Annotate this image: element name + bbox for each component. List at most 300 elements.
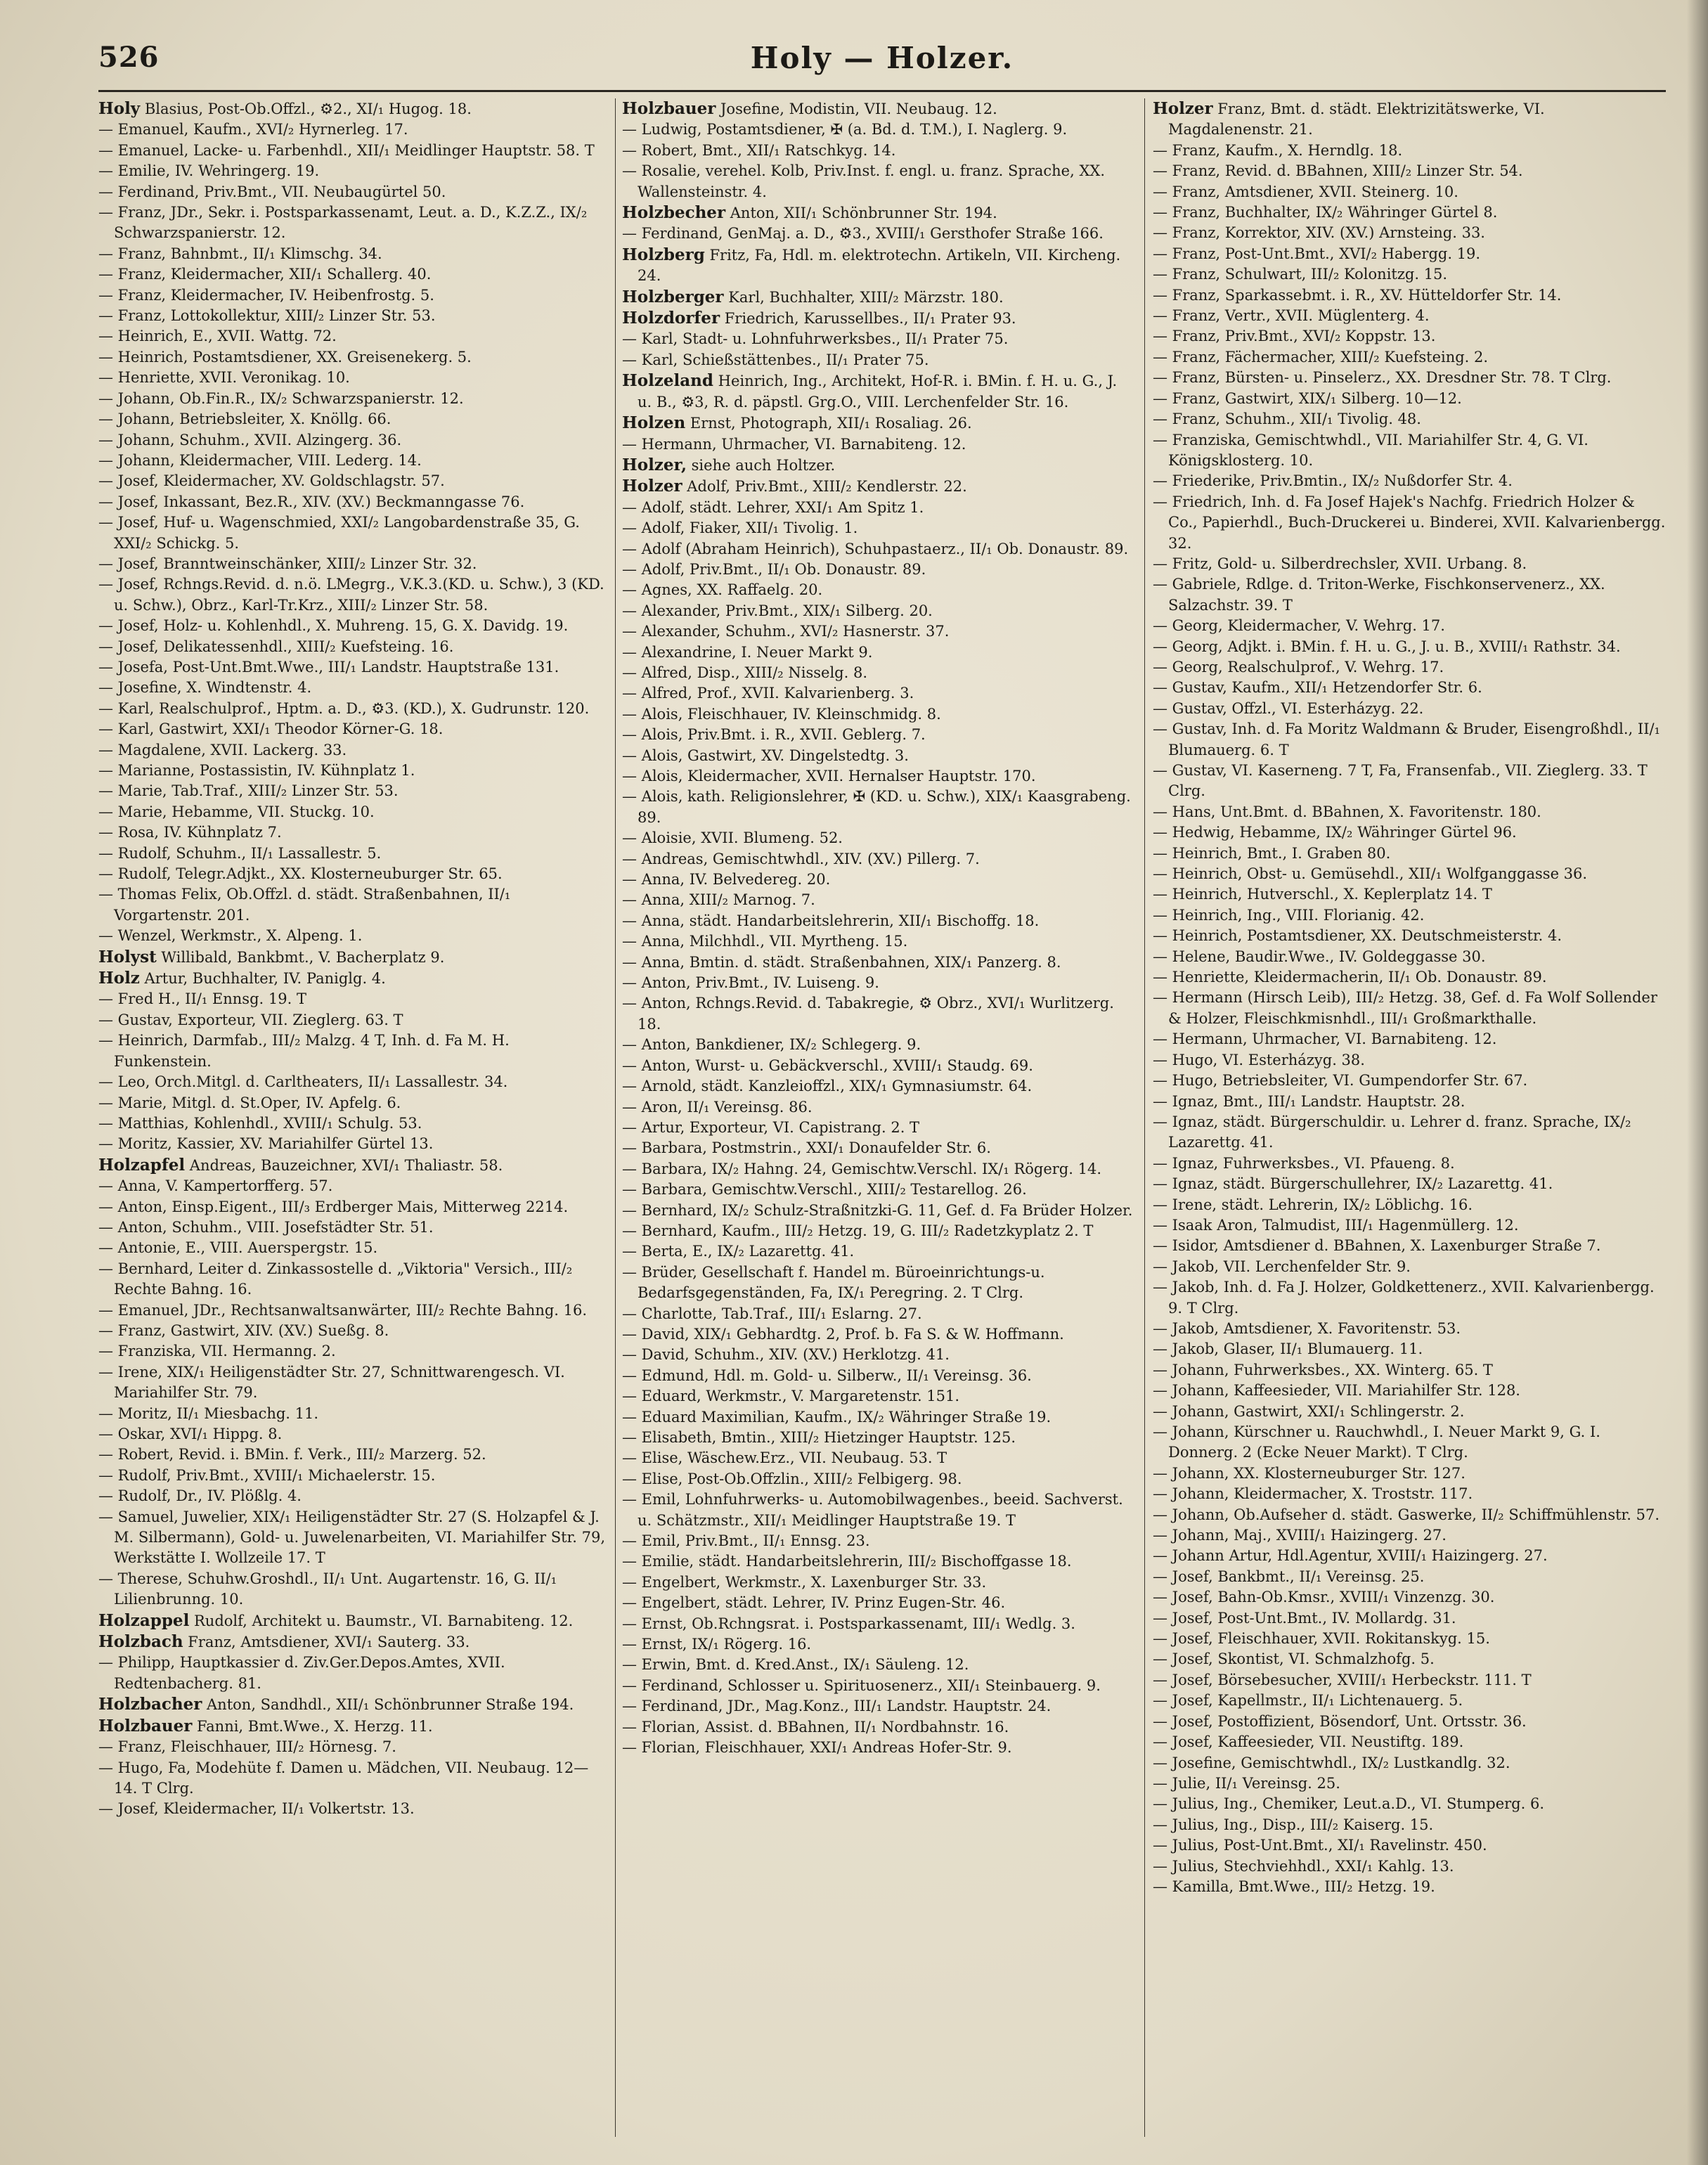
surname-heading: Holzbauer [622, 99, 716, 118]
directory-entry [622, 98, 1135, 119]
header-rule [98, 90, 1666, 92]
entry-text: Friedrich, Karussellbes., II/₁ Prater 93. [720, 310, 1016, 328]
entry-text: — Rudolf, Telegr.Adjkt., XX. Klosterneuburger Str. 65. [98, 865, 503, 883]
directory-entry [98, 699, 608, 719]
entry-text: — Andreas, Gemischtwhdl., XIV. (XV.) Pillerg. 7. [622, 850, 980, 867]
surname-heading: Holzdorfer [622, 309, 720, 328]
entry-text: — Alfred, Prof., XVII. Kalvarienberg. 3. [622, 685, 914, 702]
directory-entry [1153, 1877, 1666, 1897]
entry-text: — Anna, XIII/₂ Marnog. 7. [622, 891, 815, 909]
page-header [98, 41, 1666, 83]
entry-text: — Rudolf, Priv.Bmt., XVIII/₁ Michaelerstr. 15. [98, 1466, 436, 1484]
directory-entry [1153, 1112, 1666, 1153]
directory-entry [622, 1366, 1135, 1386]
directory-entry [622, 890, 1135, 910]
directory-entry [1153, 1732, 1666, 1752]
surname-heading: Holyst [98, 947, 157, 967]
directory-entry [98, 182, 608, 202]
directory-entry [1153, 264, 1666, 285]
directory-entry [622, 1159, 1135, 1180]
entry-text: — Eduard Maximilian, Kaufm., IX/₂ Währinger Straße 19. [622, 1408, 1052, 1426]
entry-text: — Ernst, Ob.Rchngsrat. i. Postsparkassenamt, III/₁ Wedlg. 3. [622, 1615, 1075, 1632]
directory-entry [622, 1221, 1135, 1241]
entry-text: — Franz, Kleidermacher, IV. Heibenfrostg. 5. [98, 286, 434, 304]
entry-text: Anton, XII/₁ Schönbrunner Str. 194. [725, 205, 997, 222]
entry-text: — Josef, Holz- u. Kohlenhdl., X. Muhreng. 15, G. X. Davidg. 19. [98, 617, 569, 635]
directory-entry [622, 993, 1135, 1035]
directory-entry [622, 1241, 1135, 1262]
entry-text: — Fred H., II/₁ Ennsg. 19. T [98, 990, 306, 1008]
directory-entry [1153, 1670, 1666, 1691]
directory-entry [1153, 1422, 1666, 1463]
directory-entry [622, 1386, 1135, 1407]
entry-text: — Anna, städt. Handarbeitslehrerin, XII/₁ Bischoffg. 18. [622, 912, 1040, 929]
directory-entry [1153, 1092, 1666, 1112]
directory-entry [622, 476, 1135, 497]
entry-text: — Alois, Kleidermacher, XVII. Hernalser Hauptstr. 170. [622, 768, 1036, 784]
entry-text: Ernst, Photograph, XII/₁ Rosaliag. 26. [685, 415, 972, 432]
entry-text: — Adolf, Priv.Bmt., II/₁ Ob. Donaustr. 89. [622, 560, 926, 578]
entry-text: — Engelbert, städt. Lehrer, IV. Prinz Eugen-Str. 46. [622, 1594, 1006, 1612]
entry-text: — Ferdinand, JDr., Mag.Konz., III/₁ Landstr. Hauptstr. 24. [622, 1698, 1052, 1715]
directory-entry [622, 870, 1135, 890]
entry-text: — Heinrich, Bmt., I. Graben 80. [1153, 844, 1391, 862]
directory-entry [98, 306, 608, 326]
directory-entry [1153, 1050, 1666, 1071]
entry-text: — Rudolf, Dr., IV. Plößlg. 4. [98, 1487, 302, 1505]
directory-entry [1153, 1215, 1666, 1236]
entry-text: — Franz, Vertr., XVII. Müglenterg. 4. [1153, 307, 1430, 325]
entry-text: — Bernhard, Leiter d. Zinkassostelle d. „Viktoria" Versich., III/₂ Rechte Bahng. 16. [98, 1260, 573, 1298]
directory-entry [622, 849, 1135, 870]
directory-entry [622, 642, 1135, 663]
entry-text: — Elisabeth, Bmtin., XIII/₂ Hietzinger Hauptstr. 125. [622, 1429, 1016, 1446]
entry-text: — David, XIX/₁ Gebhardtg. 2, Prof. b. Fa S. & W. Hoffmann. [622, 1325, 1064, 1343]
directory-entry [1153, 719, 1666, 761]
entry-text: — Jakob, VII. Lerchenfelder Str. 9. [1153, 1258, 1411, 1275]
column-divider [1144, 98, 1145, 2137]
directory-entry [98, 802, 608, 822]
directory-entry [98, 616, 608, 636]
entry-text: — Johann, Schuhm., XVII. Alzingerg. 36. [98, 431, 402, 448]
directory-entry [622, 455, 1135, 476]
directory-entry [98, 1737, 608, 1757]
entry-text: — Karl, Schießstättenbes., II/₁ Prater 75. [622, 351, 929, 368]
entry-text: — Emanuel, JDr., Rechtsanwaltsanwärter, III/₂ Rechte Bahng. 16. [98, 1301, 588, 1319]
entry-text: — Emilie, IV. Wehringerg. 19. [98, 162, 320, 180]
entry-text: — Aloisie, XVII. Blumeng. 52. [622, 829, 843, 847]
entry-text: — Engelbert, Werkmstr., X. Laxenburger Str. 33. [622, 1573, 987, 1591]
directory-entry [98, 1010, 608, 1030]
entry-text: — Elise, Wäschew.Erz., VII. Neubaug. 53. T [622, 1449, 947, 1467]
directory-entry [98, 1093, 608, 1113]
entry-text: — Samuel, Juwelier, XIX/₁ Heiligenstädter Str. 27 (S. Holzapfel & J. M. Silbermann), Gold- u. Juwelenarbeiten, VI. Mariahilfer Str. 79, Werkstätte I. Wollzeile 17. T [98, 1508, 606, 1567]
directory-entry [622, 973, 1135, 993]
entry-text: — Marie, Mitgl. d. St.Oper, IV. Apfelg. 6. [98, 1094, 401, 1111]
entry-text: — Josef, Kleidermacher, II/₁ Volkertstr. 13. [98, 1800, 415, 1818]
directory-entry [98, 1030, 608, 1072]
entry-text: — Julie, II/₁ Vereinsg. 25. [1153, 1774, 1340, 1792]
directory-entry [98, 989, 608, 1009]
entry-text: — Kamilla, Bmt.Wwe., III/₂ Hetzg. 19. [1153, 1878, 1435, 1895]
entry-text: — Hermann (Hirsch Leib), III/₂ Hetzg. 38, Gef. d. Fa Wolf Sollender & Holzer, Fleischkmisnhdl., III/₁ Großmarkthalle. [1153, 989, 1657, 1027]
entry-text: — Aron, II/₁ Vereinsg. 86. [622, 1098, 813, 1116]
entry-text: — Karl, Realschulprof., Hptm. a. D., ⚙3. (KD.), X. Gudrunstr. 120. [98, 699, 590, 717]
directory-entry [1153, 574, 1666, 616]
directory-entry [1153, 1505, 1666, 1525]
entry-text: — Georg, Adjkt. i. BMin. f. H. u. G., J. u. B., XVIII/₁ Rathstr. 34. [1153, 638, 1621, 655]
entry-text: — Johann, Ob.Fin.R., IX/₂ Schwarzspanierstr. 12. [98, 389, 464, 407]
entry-text: — Hermann, Uhrmacher, VI. Barnabiteng. 12. [1153, 1030, 1497, 1048]
entry-text: — Johann, Ob.Aufseher d. städt. Gaswerke, II/₂ Schiffmühlenstr. 57. [1153, 1506, 1660, 1523]
directory-entry [622, 704, 1135, 725]
directory-entry [1153, 1794, 1666, 1814]
directory-entry [622, 413, 1135, 434]
entry-text: — Josef, Huf- u. Wagenschmied, XXI/₂ Langobardenstraße 35, G. XXI/₂ Schickg. 5. [98, 514, 580, 552]
entry-text: — Adolf (Abraham Heinrich), Schuhpastaerz., II/₁ Ob. Donaustr. 89. [622, 540, 1129, 557]
directory-entry [1153, 616, 1666, 636]
directory-entry [98, 1072, 608, 1092]
directory-entry [622, 601, 1135, 621]
directory-entry [98, 864, 608, 884]
directory-entry [1153, 347, 1666, 368]
directory-entry [98, 1155, 608, 1176]
entry-text: — Alexander, Priv.Bmt., XIX/₁ Silberg. 20. [622, 602, 933, 619]
entry-text: — Hermann, Uhrmacher, VI. Barnabiteng. 12. [622, 435, 966, 453]
entry-text: — Johann, Maj., XVIII/₁ Haizingerg. 27. [1153, 1527, 1447, 1544]
directory-entry [98, 1466, 608, 1486]
entry-text: — Alois, Fleischhauer, IV. Kleinschmidg. 8. [622, 705, 941, 723]
directory-entry [622, 1676, 1135, 1696]
entry-text: — Josefine, X. Windtenstr. 4. [98, 679, 312, 697]
directory-entry [622, 931, 1135, 952]
entry-text: — Eduard, Werkmstr., V. Margaretenstr. 151. [622, 1388, 960, 1405]
entry-text: — Franz, Priv.Bmt., XVI/₂ Koppstr. 13. [1153, 328, 1436, 345]
entry-text: — Hans, Unt.Bmt. d. BBahnen, X. Favoritenstr. 180. [1153, 803, 1541, 820]
entry-text: — Franz, Sparkassebmt. i. R., XV. Hütteldorfer Str. 14. [1153, 286, 1562, 304]
directory-entry [1153, 1815, 1666, 1835]
entry-text: — Robert, Bmt., XII/₁ Ratschkyg. 14. [622, 141, 896, 159]
entry-text: — Josef, Kaffeesieder, VII. Neustiftg. 189. [1153, 1733, 1464, 1751]
entry-text: — David, Schuhm., XIV. (XV.) Herklotzg. 41. [622, 1346, 950, 1364]
directory-entry [98, 451, 608, 471]
directory-entry [622, 370, 1135, 413]
entry-text: — Magdalene, XVII. Lackerg. 33. [98, 741, 347, 758]
entry-text: — Johann Artur, Hdl.Agentur, XVIII/₁ Haizingerg. 27. [1153, 1547, 1548, 1565]
directory-entry [622, 683, 1135, 704]
directory-entry [1153, 1712, 1666, 1732]
directory-entry [1153, 1484, 1666, 1504]
directory-entry [622, 1717, 1135, 1738]
entry-text: — Emil, Priv.Bmt., II/₁ Ennsg. 23. [622, 1532, 870, 1550]
entry-text: — Brüder, Gesellschaft f. Handel m. Büroeinrichtungs-u. Bedarfsgegenständen, Fa, IX/₁ Peregring. 2. T Clrg. [622, 1263, 1045, 1302]
entry-text: — Henriette, XVII. Veronikag. 10. [98, 369, 350, 387]
surname-heading: Holzeland [622, 371, 713, 391]
entry-text: — Josefa, Post-Unt.Bmt.Wwe., III/₁ Landstr. Hauptstraße 131. [98, 658, 559, 676]
directory-entry [1153, 988, 1666, 1029]
directory-entry [1153, 161, 1666, 181]
directory-entry [98, 637, 608, 657]
directory-entry [622, 287, 1135, 308]
entry-text: — Ludwig, Postamtsdiener, ✠ (a. Bd. d. T.M.), I. Naglerg. 9. [622, 121, 1068, 138]
directory-entry [622, 1324, 1135, 1345]
directory-entry [98, 781, 608, 801]
entry-text: — Josef, Rchngs.Revid. d. n.ö. LMegrg., V.K.3.(KD. u. Schw.), 3 (KD. u. Schw.), Obrz., Karl-Tr.Krz., XIII/₂ Linzer Str. 58. [98, 576, 604, 614]
directory-entry [1153, 1277, 1666, 1319]
entry-text: — Fritz, Gold- u. Silberdrechsler, XVII. Urbang. 8. [1153, 555, 1527, 572]
entry-text: — Josef, Fleischhauer, XVII. Rokitanskyg. 15. [1153, 1630, 1490, 1648]
directory-entry [1153, 368, 1666, 388]
entry-text: — Georg, Kleidermacher, V. Wehrg. 17. [1153, 617, 1445, 635]
entry-text: — Anton, Einsp.Eigent., III/₃ Erdberger Mais, Mitterweg 2214. [98, 1198, 569, 1215]
entry-text: — Josef, Bahn-Ob.Kmsr., XVIII/₁ Vinzenzg. 30. [1153, 1589, 1495, 1606]
directory-entry [622, 787, 1135, 828]
directory-entry [622, 1614, 1135, 1634]
entry-text: — Philipp, Hauptkassier d. Ziv.Ger.Depos.Amtes, XVII. Redtenbacherg. 81. [98, 1654, 505, 1692]
directory-entry [98, 347, 608, 368]
entry-text: — Ignaz, städt. Bürgerschullehrer, IX/₂ Lazarettg. 41. [1153, 1175, 1553, 1193]
directory-entry [622, 1118, 1135, 1138]
directory-entry [1153, 1339, 1666, 1359]
entry-text: — Julius, Post-Unt.Bmt., XI/₁ Ravelinstr. 450. [1153, 1837, 1487, 1854]
directory-entry [98, 492, 608, 512]
directory-entry [98, 430, 608, 451]
entry-text: — Charlotte, Tab.Traf., III/₁ Eslarng. 27. [622, 1305, 922, 1322]
entry-text: Fanni, Bmt.Wwe., X. Herzg. 11. [192, 1717, 433, 1735]
entry-text: — Friederike, Priv.Bmtin., IX/₂ Nußdorfer Str. 4. [1153, 472, 1513, 490]
entry-text: — Erwin, Bmt. d. Kred.Anst., IX/₁ Säuleng. 12. [622, 1656, 969, 1674]
page-number: 526 [98, 41, 160, 74]
directory-entry [622, 1407, 1135, 1428]
directory-entry [1153, 430, 1666, 472]
entry-text: — Hedwig, Hebamme, IX/₂ Währinger Gürtel 96. [1153, 824, 1517, 841]
entry-text: — Florian, Assist. d. BBahnen, II/₁ Nordbahnstr. 16. [622, 1718, 1009, 1736]
directory-entry [98, 264, 608, 285]
directory-entry [1153, 1195, 1666, 1215]
entry-text: — Julius, Stechviehhdl., XXI/₁ Kahlg. 13. [1153, 1857, 1454, 1875]
directory-entry [622, 518, 1135, 538]
directory-entry [1153, 1236, 1666, 1256]
entry-text: — Ignaz, städt. Bürgerschuldir. u. Lehrer d. franz. Sprache, IX/₂ Lazarettg. 41. [1153, 1113, 1631, 1151]
surname-heading: Holzer [1153, 99, 1213, 118]
directory-entry [1153, 1174, 1666, 1194]
entry-text: — Anna, Milchhdl., VII. Myrtheng. 15. [622, 933, 908, 950]
directory-entry [98, 389, 608, 409]
entry-text: Willibald, Bankbmt., V. Bacherplatz 9. [156, 948, 445, 966]
directory-entry [1153, 389, 1666, 409]
directory-entry [98, 844, 608, 864]
entry-text: — Josef, Branntweinschänker, XIII/₂ Linzer Str. 32. [98, 555, 477, 572]
directory-entry [98, 947, 608, 968]
directory-entry [98, 1300, 608, 1321]
directory-entry [98, 1321, 608, 1341]
directory-entry [1153, 905, 1666, 926]
directory-entry [98, 678, 608, 698]
entry-text: — Alois, Gastwirt, XV. Dingelstedtg. 3. [622, 747, 909, 764]
entry-text: Andreas, Bauzeichner, XVI/₁ Thaliastr. 58. [185, 1156, 503, 1174]
directory-entry [1153, 306, 1666, 326]
entry-text: — Berta, E., IX/₂ Lazarettg. 41. [622, 1243, 855, 1260]
entry-text: Adolf, Priv.Bmt., XIII/₂ Kendlerstr. 22. [682, 478, 967, 496]
directory-entry [98, 161, 608, 181]
directory-entry [1153, 1567, 1666, 1587]
directory-entry [622, 1469, 1135, 1489]
directory-entry [98, 1569, 608, 1610]
entry-text: — Franz, Kleidermacher, XII/₁ Schallerg. 40. [98, 266, 432, 283]
directory-entry [98, 512, 608, 554]
directory-entry [98, 1217, 608, 1238]
entry-text: Franz, Bmt. d. städt. Elektrizitätswerke, VI. Magdalenenstr. 21. [1168, 101, 1545, 138]
entry-text: — Heinrich, Postamtsdiener, XX. Greisenekerg. 5. [98, 348, 472, 366]
directory-entry [98, 119, 608, 140]
entry-text: — Josef, Delikatessenhdl., XIII/₂ Kuefsteing. 16. [98, 638, 454, 655]
entry-text: — Jakob, Amtsdiener, X. Favoritenstr. 53. [1153, 1319, 1461, 1337]
entry-text: — Franz, Lottokollektur, XIII/₂ Linzer Str. 53. [98, 307, 436, 325]
entry-text: — Josef, Post-Unt.Bmt., IV. Mollardg. 31. [1153, 1609, 1456, 1627]
directory-entry [622, 245, 1135, 287]
entry-text: — Heinrich, Darmfab., III/₂ Malzg. 4 T, Inh. d. Fa M. H. Funkenstein. [98, 1032, 510, 1070]
directory-entry [1153, 1029, 1666, 1049]
entry-text: — Josef, Börsebesucher, XVIII/₁ Herbeckstr. 111. T [1153, 1671, 1532, 1688]
entry-text: — Ferdinand, Schlosser u. Spirituosenerz., XII/₁ Steinbauerg. 9. [622, 1676, 1101, 1694]
surname-heading: Holy [98, 99, 141, 118]
entry-text: — Arnold, städt. Kanzleioffzl., XIX/₁ Gymnasiumstr. 64. [622, 1078, 1033, 1095]
directory-entry [622, 828, 1135, 848]
directory-entry [622, 1634, 1135, 1655]
entry-text: — Rudolf, Schuhm., II/₁ Lassallestr. 5. [98, 844, 382, 862]
directory-entry [98, 884, 608, 926]
directory-entry [622, 202, 1135, 224]
entry-text: — Rosa, IV. Kühnplatz 7. [98, 824, 282, 841]
directory-entry [1153, 844, 1666, 864]
column-2 [622, 98, 1135, 2137]
directory-entry [622, 1035, 1135, 1055]
entry-text: — Gustav, Kaufm., XII/₁ Hetzendorfer Str. 6. [1153, 679, 1482, 697]
entry-text: — Barbara, Postmstrin., XXI/₁ Donaufelder Str. 6. [622, 1139, 991, 1157]
directory-entry [1153, 1525, 1666, 1546]
entry-text: — Adolf, städt. Lehrer, XXI/₁ Am Spitz 1. [622, 498, 924, 516]
directory-entry [622, 1056, 1135, 1076]
entry-text: — Alois, Priv.Bmt. i. R., XVII. Geblerg. 7. [622, 726, 926, 744]
entry-text: — Franz, Korrektor, XIV. (XV.) Arnsteing. 33. [1153, 224, 1485, 242]
entry-text: — Artur, Exporteur, VI. Capistrang. 2. T [622, 1118, 920, 1136]
directory-entry [1153, 1319, 1666, 1339]
entry-text: — Emanuel, Kaufm., XVI/₂ Hyrnerleg. 17. [98, 121, 408, 138]
entry-text: — Barbara, Gemischtw.Verschl., XIII/₂ Testarellog. 26. [622, 1181, 1027, 1198]
entry-text: — Gustav, Exporteur, VII. Zieglerg. 63. T [98, 1011, 403, 1028]
directory-entry [1153, 1587, 1666, 1608]
entry-text: — Franz, Post-Unt.Bmt., XVI/₂ Habergg. 19. [1153, 245, 1481, 262]
directory-entry [622, 1738, 1135, 1758]
directory-entry [622, 224, 1135, 244]
entry-text: — Ignaz, Fuhrwerksbes., VI. Pfaueng. 8. [1153, 1154, 1455, 1172]
entry-text: — Anna, V. Kampertorfferg. 57. [98, 1177, 333, 1195]
directory-entry [1153, 884, 1666, 905]
directory-entry [1153, 1691, 1666, 1711]
directory-entry [98, 1404, 608, 1424]
directory-entry [622, 1097, 1135, 1118]
entry-text: — Irene, städt. Lehrerin, IX/₂ Löblichg. 16. [1153, 1196, 1473, 1213]
directory-entry [1153, 554, 1666, 574]
entry-text: — Gustav, Inh. d. Fa Moritz Waldmann & Bruder, Eisengroßhdl., II/₁ Blumauerg. 6. T [1153, 720, 1660, 758]
directory-entry [98, 574, 608, 616]
directory-entry [1153, 1071, 1666, 1091]
entry-text: — Isidor, Amtsdiener d. BBahnen, X. Laxenburger Straße 7. [1153, 1237, 1601, 1255]
directory-entry [622, 119, 1135, 140]
directory-entry [98, 1653, 608, 1694]
entry-text: — Hugo, Fa, Modehüte f. Damen u. Mädchen, VII. Neubaug. 12—14. T Clrg. [98, 1759, 589, 1797]
directory-entry [98, 968, 608, 989]
entry-text: — Gustav, VI. Kaserneng. 7 T, Fa, Fransenfab., VII. Zieglerg. 33. T Clrg. [1153, 762, 1648, 800]
entry-text: — Jakob, Inh. d. Fa J. Holzer, Goldkettenerz., XVII. Kalvarienbergg. 9. T Clrg. [1153, 1279, 1655, 1317]
entry-text: — Agnes, XX. Raffaelg. 20. [622, 581, 823, 599]
entry-text: siehe auch Holtzer. [686, 456, 836, 474]
directory-entry [1153, 1463, 1666, 1484]
entry-text: — Franz, Bürsten- u. Pinselerz., XX. Dresdner Str. 78. T Clrg. [1153, 369, 1612, 387]
directory-entry [98, 1799, 608, 1819]
directory-entry [622, 141, 1135, 161]
entry-text: — Bernhard, Kaufm., III/₂ Hetzg. 19, G. III/₂ Radetzkyplatz 2. T [622, 1222, 1094, 1239]
entry-text: — Therese, Schuhw.Groshdl., II/₁ Unt. Augartenstr. 16, G. II/₁ Lilienbrunng. 10. [98, 1570, 557, 1608]
directory-entry [622, 434, 1135, 455]
directory-entry [622, 1180, 1135, 1200]
entry-text: — Elise, Post-Ob.Offzlin., XIII/₂ Felbigerg. 98. [622, 1470, 962, 1487]
directory-entry [622, 350, 1135, 370]
directory-entry [622, 498, 1135, 518]
entry-text: — Emanuel, Lacke- u. Farbenhdl., XII/₁ Meidlinger Hauptstr. 58. T [98, 141, 595, 159]
entry-text: — Heinrich, Hutverschl., X. Keplerplatz 14. T [1153, 886, 1492, 903]
directory-entry [98, 1113, 608, 1134]
entry-text: — Matthias, Kohlenhdl., XVIII/₁ Schulg. 53. [98, 1114, 422, 1132]
entry-text: — Johann, Kürschner u. Rauchwhdl., I. Neuer Markt 9, G. I. Donnerg. 2 (Ecke Neuer Markt). T Clrg. [1153, 1423, 1600, 1461]
directory-entry [98, 926, 608, 946]
entry-text: — Franz, Amtsdiener, XVII. Steinerg. 10. [1153, 183, 1458, 200]
surname-heading: Holz [98, 969, 140, 988]
entry-text: — Josef, Inkassant, Bez.R., XIV. (XV.) Beckmanngasse 76. [98, 493, 525, 510]
entry-text: — Franz, Schuhm., XII/₁ Tivolig. 48. [1153, 411, 1421, 428]
directory-entry [98, 761, 608, 781]
entry-text: Artur, Buchhalter, IV. Paniglg. 4. [139, 970, 386, 988]
directory-entry [98, 554, 608, 574]
entry-text: — Heinrich, E., XVII. Wattg. 72. [98, 328, 337, 345]
entry-text: Franz, Amtsdiener, XVI/₁ Sauterg. 33. [183, 1634, 470, 1651]
entry-text: — Josef, Postoffizient, Bösendorf, Unt. Ortsstr. 36. [1153, 1712, 1527, 1730]
directory-entry [1153, 822, 1666, 843]
directory-entry [622, 952, 1135, 973]
entry-text: — Franz, Kaufm., X. Herndlg. 18. [1153, 141, 1403, 159]
surname-heading: Holzen [622, 413, 686, 433]
entry-text: — Jakob, Glaser, II/₁ Blumauerg. 11. [1153, 1340, 1423, 1358]
directory-entry [1153, 1153, 1666, 1174]
entry-text: — Helene, Baudir.Wwe., IV. Goldeggasse 30. [1153, 948, 1486, 965]
directory-entry [98, 1694, 608, 1715]
directory-entry [622, 746, 1135, 766]
directory-entry [98, 368, 608, 388]
entry-text: — Johann, Kleidermacher, X. Troststr. 117. [1153, 1485, 1473, 1503]
entry-text: — Franz, Bahnbmt., II/₁ Klimschg. 34. [98, 245, 382, 262]
page-edge-shadow [1687, 0, 1708, 2165]
directory-entry [98, 719, 608, 739]
entry-text: — Rosalie, verehel. Kolb, Priv.Inst. f. engl. u. franz. Sprache, XX. Wallensteinstr. 4. [622, 162, 1106, 200]
surname-heading: Holzappel [98, 1610, 190, 1630]
entry-text: — Josef, Bankbmt., II/₁ Vereinsg. 25. [1153, 1568, 1425, 1585]
entry-text: — Gabriele, Rdlge. d. Triton-Werke, Fischkonservenerz., XX. Salzachstr. 39. T [1153, 576, 1605, 614]
entry-text: — Johann, Kleidermacher, VIII. Lederg. 14. [98, 451, 422, 469]
entry-text: — Franz, Gastwirt, XIX/₁ Silberg. 10—12. [1153, 389, 1462, 407]
directory-entry [1153, 1257, 1666, 1277]
entry-text: — Franz, Gastwirt, XIV. (XV.) Sueßg. 8. [98, 1321, 389, 1339]
entry-text: — Moritz, Kassier, XV. Mariahilfer Gürtel 13. [98, 1135, 434, 1153]
